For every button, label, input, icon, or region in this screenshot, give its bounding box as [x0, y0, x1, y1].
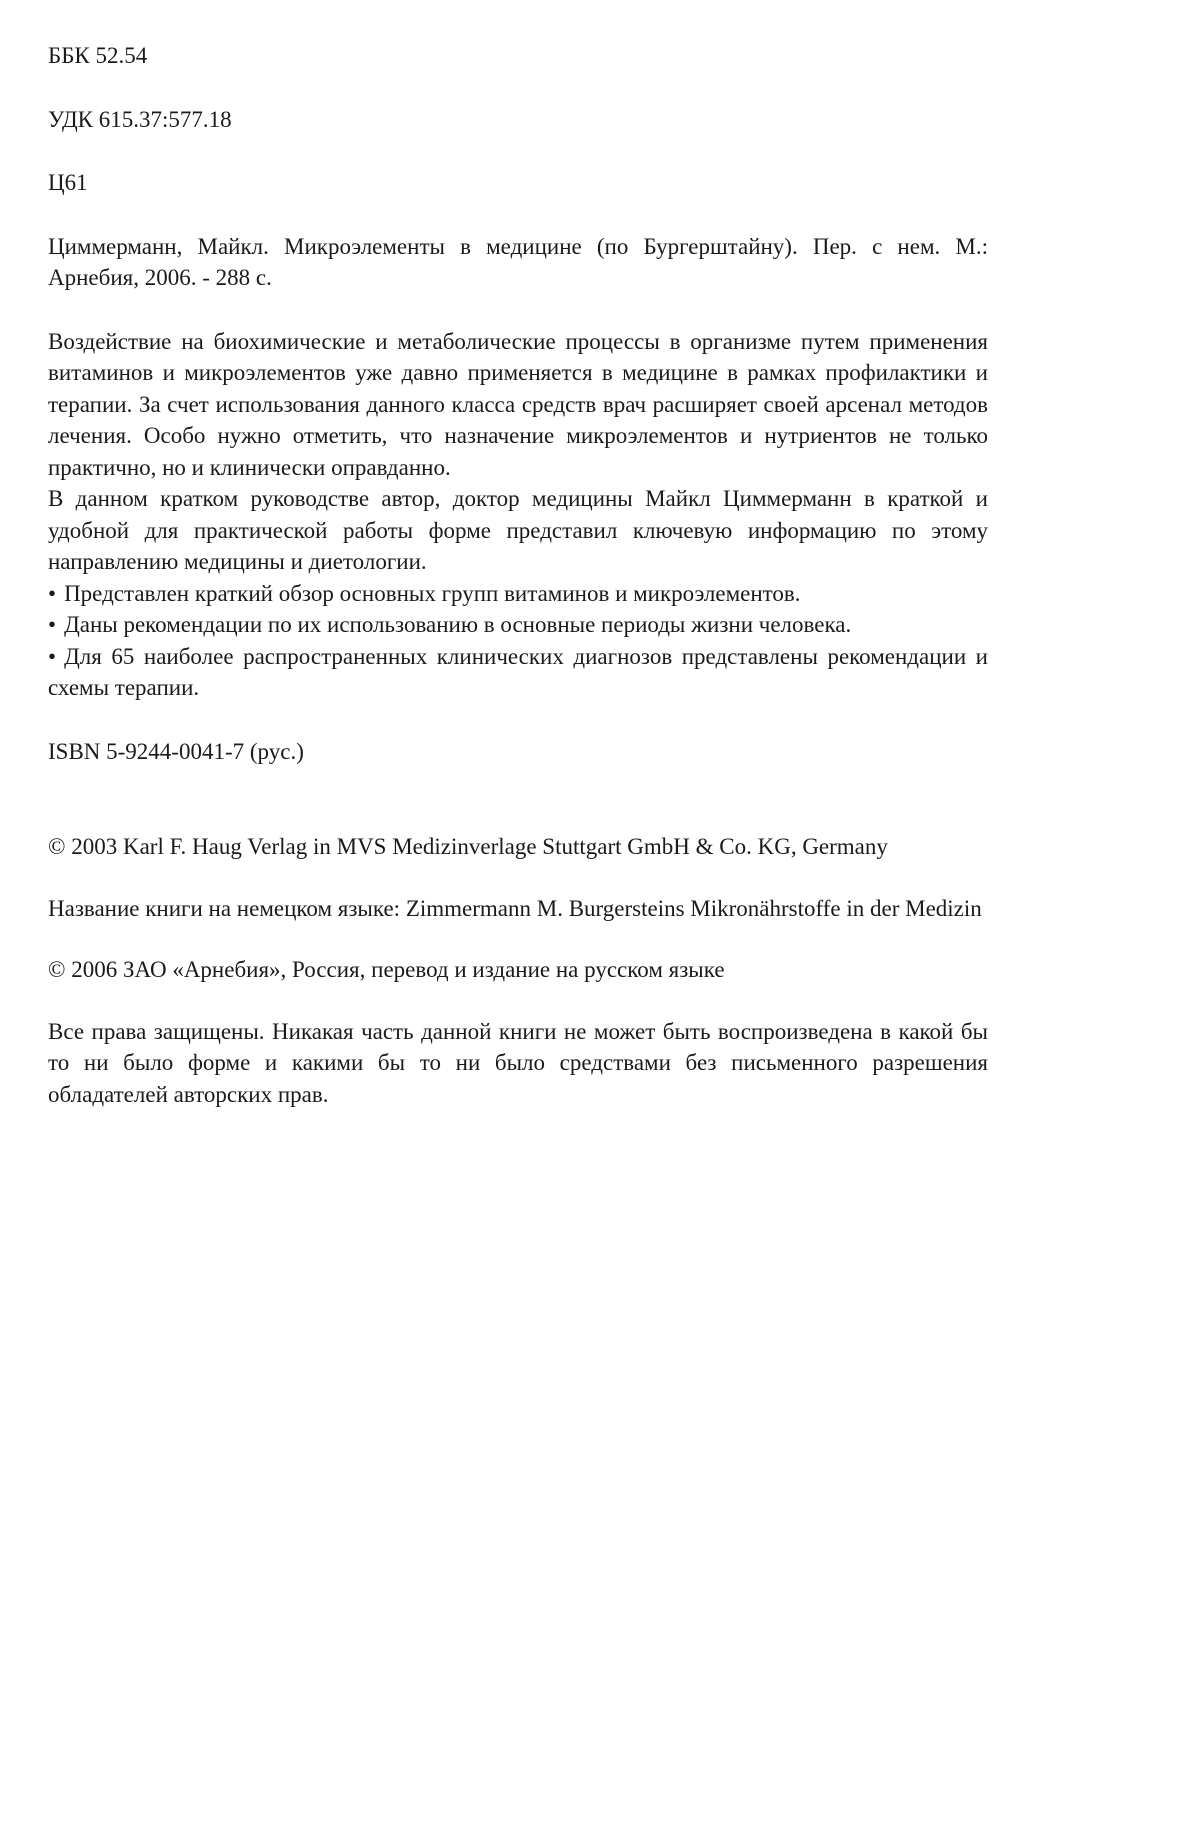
original-copyright: © 2003 Karl F. Haug Verlag in MVS Medizinverlage Stuttgart GmbH & Co. KG, Germany	[48, 834, 888, 859]
bullet-icon: •	[48, 580, 57, 606]
isbn: ISBN 5-9244-0041-7 (рус.)	[48, 738, 304, 764]
original-title: Название книги на немецком языке: Zimmermann M. Burgersteins Mikronährstoffe in der Medizin	[48, 895, 982, 921]
author-mark: Ц61	[48, 170, 88, 195]
rights-notice: Все права защищены. Никакая часть данной книги не может быть воспроизведена в какой бы то ни было форме и какими бы то ни было средствами без письменного разрешения обладателей авторских прав.	[48, 1018, 988, 1107]
list-item	[48, 641, 988, 704]
list-item	[48, 578, 988, 610]
translation-copyright: © 2006 ЗАО «Арнебия», Россия, перевод и издание на русском языке	[48, 957, 725, 982]
bibliographic-citation: Циммерманн, Майкл. Микроэлементы в медицине (по Бургерштайну). Пер. с нем. М.: Арнебия, 2006. - 288 с.	[48, 233, 988, 290]
list-item-text: Представлен краткий обзор основных групп витаминов и микроэлементов.	[64, 580, 801, 606]
annotation-paragraph: В данном кратком руководстве автор, доктор медицины Майкл Циммерманн в краткой и удобной для практической работы форме представил ключевую информацию по этому направлению медицины и диетологии.	[48, 486, 988, 574]
bbk-code: ББК 52.54	[48, 43, 148, 68]
imprint-page	[48, 40, 988, 1110]
bullet-icon: •	[48, 643, 57, 669]
list-item-text: Даны рекомендации по их использованию в основные периоды жизни человека.	[64, 612, 852, 637]
annotation	[48, 326, 988, 704]
list-item	[48, 609, 988, 641]
udk-code: УДК 615.37:577.18	[48, 106, 232, 132]
annotation-paragraph: Воздействие на биохимические и метаболические процессы в организме путем применения витаминов и микроэлементов уже давно применяется в медицине в рамках профилактики и терапии. За счет использования данного класса средств врач расширяет своей арсенал методов лечения. Особо нужно отметить, что назначение микроэлементов и нутриентов не только практично, но и клинически оправданно.	[48, 328, 988, 480]
list-item-text: Для 65 наиболее распространенных клинических диагнозов представлены рекомендации и схемы терапии.	[48, 643, 988, 700]
bullet-icon: •	[48, 612, 57, 637]
annotation-bullet-list	[48, 578, 988, 704]
